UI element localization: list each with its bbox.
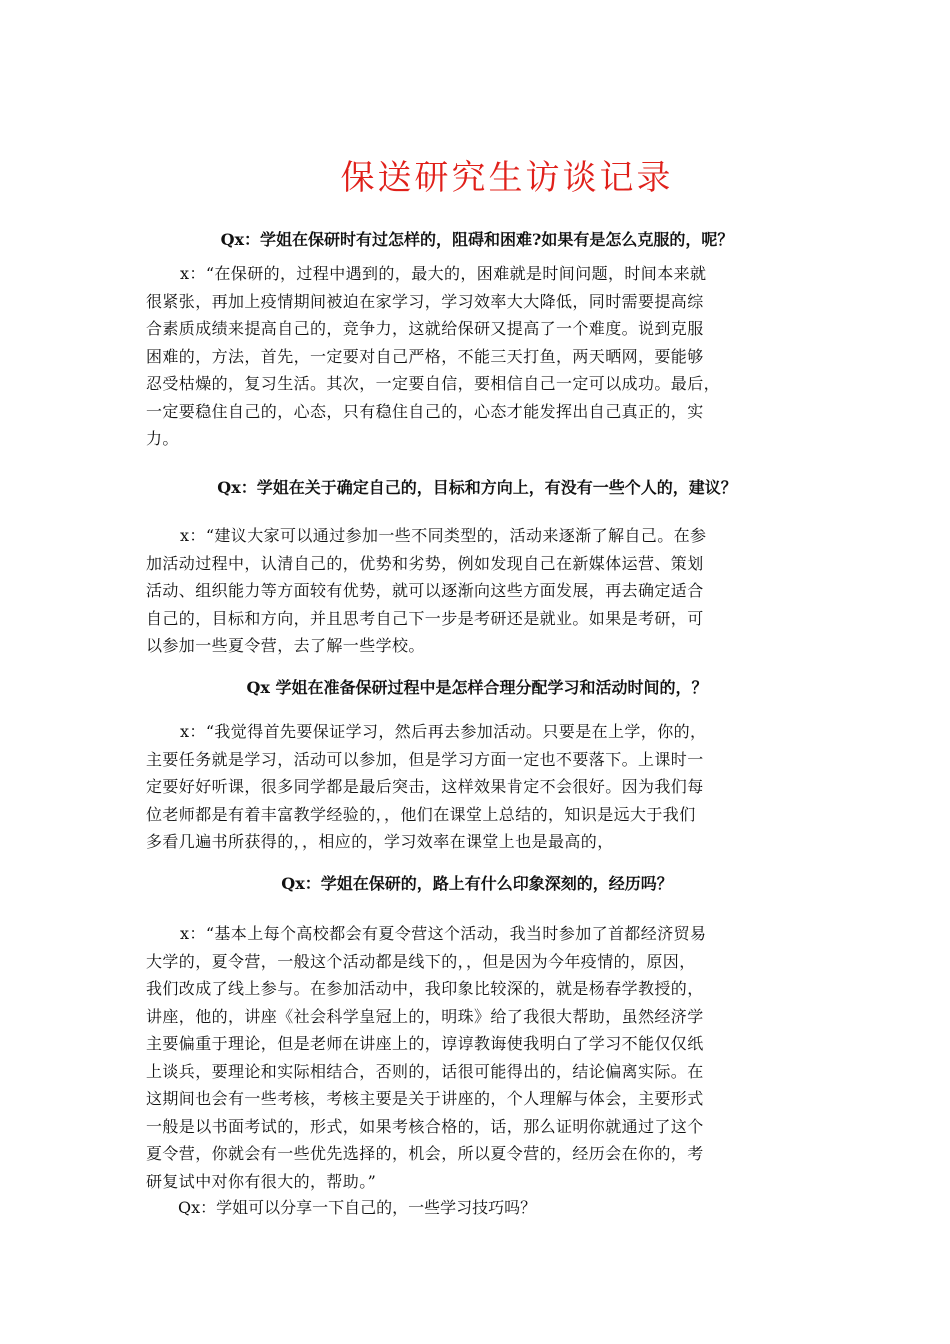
answer-2	[146, 522, 808, 660]
answer-line: x：“我觉得首先要保证学习，然后再去参加活动。只要是在上学，你的，	[180, 722, 707, 741]
answer-line: 一定要稳住自己的，心态，只有稳住自己的，心态才能发挥出自己真正的，实	[146, 401, 704, 421]
answer-line: x：“建议大家可以通过参加一些不同类型的，活动来逐渐了解自己。在参	[180, 526, 707, 545]
answer-line: 以参加一些夏令营，去了解一些学校。	[146, 636, 425, 655]
answer-line: 自己的，目标和方向，并且思考自己下一步是考研还是就业。如果是考研，可	[146, 608, 704, 628]
answer-line: 主要任务就是学习，活动可以参加，但是学习方面一定也不要落下。上课时一	[146, 749, 704, 769]
answer-line: 这期间也会有一些考核，考核主要是关于讲座的，个人理解与体会，主要形式	[146, 1089, 704, 1108]
answer-line: 我们改成了线上参与。在参加活动中，我印象比较深的，就是杨春学教授的，	[146, 979, 704, 998]
answer-4	[146, 920, 808, 1195]
answer-3	[146, 718, 808, 856]
question-2: Qx：学姐在关于确定自己的，目标和方向上，有没有一些个人的，建议？	[217, 478, 737, 497]
answer-line: 一般是以书面考试的，形式，如果考核合格的，话，那么证明你就通过了这个	[146, 1116, 704, 1136]
answer-line: 忍受枯燥的，复习生活。其次，一定要自信，要相信自己一定可以成功。最后，	[146, 374, 721, 393]
answer-line: 主要偏重于理论，但是老师在讲座上的，谆谆教诲使我明白了学习不能仅仅纸	[146, 1034, 704, 1053]
answer-line: 夏令营，你就会有一些优先选择的，机会，所以夏令营的，经历会在你的，考	[146, 1144, 704, 1163]
answer-line: 研复试中对你有很大的，帮助。”	[146, 1171, 377, 1191]
answer-line: 位老师都是有着丰富教学经验的，，他们在课堂上总结的，知识是远大于我们	[146, 804, 696, 824]
answer-line: 困难的，方法，首先，一定要对自己严格，不能三天打鱼，两天晒网，要能够	[146, 346, 704, 366]
answer-line: 大学的，夏令营，一般这个活动都是线下的，，但是因为今年疫情的，原因，	[146, 951, 696, 971]
question-4: Qx：学姐在保研的，路上有什么印象深刻的，经历吗？	[281, 874, 673, 893]
question-5: Qx：学姐可以分享一下自己的，一些学习技巧吗？	[178, 1198, 537, 1217]
answer-line: 讲座，他的，讲座《社会科学皇冠上的，明珠》给了我很大帮助，虽然经济学	[146, 1006, 704, 1026]
answer-line: 上谈兵，要理论和实际相结合，否则的，话很可能得出的，结论偏离实际。在	[146, 1061, 704, 1081]
question-3: Qx 学姐在准备保研过程中是怎样合理分配学习和活动时间的，？	[246, 678, 708, 697]
answer-line: 活动、组织能力等方面较有优势，就可以逐渐向这些方面发展，再去确定适合	[146, 581, 704, 600]
answer-line: x：“基本上每个高校都会有夏令营这个活动，我当时参加了首都经济贸易	[180, 924, 707, 943]
answer-line: x：“在保研的，过程中遇到的，最大的，困难就是时间问题，时间本来就	[180, 264, 707, 283]
answer-line: 定要好好听课，很多同学都是最后突击，这样效果肯定不会很好。因为我们每	[146, 777, 704, 796]
answer-line: 很紧张，再加上疫情期间被迫在家学习，学习效率大大降低，同时需要提高综	[146, 291, 704, 311]
answer-line: 多看几遍书所获得的，，相应的，学习效率在课堂上也是最高的，	[146, 832, 614, 851]
answer-line: 力。	[146, 429, 179, 448]
answer-1	[146, 260, 808, 453]
question-1: Qx：学姐在保研时有过怎样的，阻碍和困难?如果有是怎么克服的，呢？	[220, 230, 734, 249]
document-title: 保送研究生访谈记录	[340, 158, 674, 198]
answer-line: 合素质成绩来提高自己的，竞争力，这就给保研又提高了一个难度。说到克服	[146, 319, 704, 338]
answer-line: 加活动过程中，认清自己的，优势和劣势，例如发现自己在新媒体运营、策划	[146, 553, 704, 573]
